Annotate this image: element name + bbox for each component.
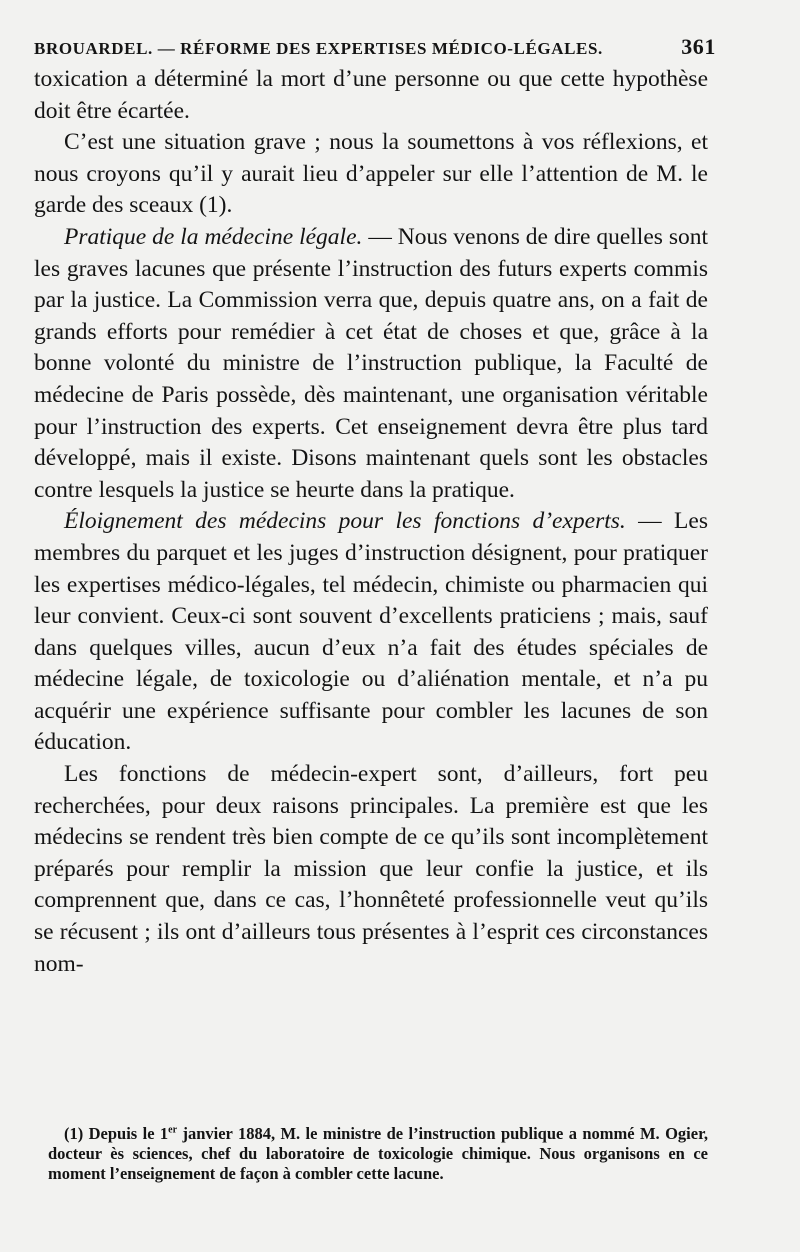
paragraph-pratique-text: — Nous venons de dire quelles sont les graves lacunes que présente l’instruction des futurs experts commis par la justice. La Commission verra que, depuis quatre ans, on a fait de grands efforts pour remédier à cet état de choses et que, grâce à la bonne volonté du ministre de l’instruction publique, la Faculté de médecine de Paris possède, dès maintenant, une organisation véritable pour l’instruction des experts. Cet enseignement devra être plus tard développé, mais il existe. Disons maintenant quels sont les obstacles contre lesquels la justice se heurte dans la pratique. xyxy=(34,223,708,503)
page-number: 361 xyxy=(681,34,716,59)
paragraph-eloignement-text: — Les membres du parquet et les juges d’instruction désignent, pour pratiquer les expertises médico-légales, tel médecin, chimiste ou pharmacien qui leur convient. Ceux-ci sont souvent d’excellents praticiens ; mais, sauf dans quelques villes, aucun d’eux n’a fait des études spéciales de médecine légale, de toxicologie ou d’aliénation mentale, et n’a pu acquérir une expérience suffisante pour combler les lacunes de son éducation. xyxy=(34,508,708,756)
paragraph-fonctions: Les fonctions de médecin-expert sont, d’ailleurs, fort peu recherchées, pour deux raisons principales. La première est que les médecins se rendent très bien compte de ce qu’ils sont incomplètement préparés pour remplir la mission que leur confie la justice, et ils comprennent que, dans ce cas, l’honnêteté professionnelle veut qu’ils se récusent ; ils ont d’ailleurs tous présentes à l’esprit ces circonstances nom- xyxy=(34,761,708,977)
paragraph-pratique xyxy=(34,222,708,506)
body-text xyxy=(34,64,708,980)
footnote-text-end: janvier 1884, M. le ministre de l’instruction publique a nommé M. Ogier, docteur ès sciences, chef du laboratoire de toxicologie chimique. Nous organisons en ce moment l’enseignement de façon à combler cette lacune. xyxy=(48,1124,708,1183)
section-heading-pratique: Pratique de la médecine légale. xyxy=(64,223,363,250)
running-head xyxy=(34,30,716,64)
running-head-title: BROUARDEL. — RÉFORME DES EXPERTISES MÉDICO-LÉGALES. xyxy=(34,39,603,58)
footnote-text-start: (1) Depuis le 1 xyxy=(64,1124,169,1143)
paragraph-continuation: toxication a déterminé la mort d’une personne ou que cette hypothèse doit être écartée. xyxy=(34,66,708,124)
paragraph-eloignement xyxy=(34,506,708,759)
footnote-1 xyxy=(48,1124,708,1184)
footnote-superscript: er xyxy=(168,1124,178,1136)
paragraph-situation-grave: C’est une situation grave ; nous la soumettons à vos réflexions, et nous croyons qu’il y aurait lieu d’appeler sur elle l’attention de M. le garde des sceaux (1). xyxy=(34,129,708,219)
section-heading-eloignement: Éloignement des médecins pour les fonctions d’experts. xyxy=(64,508,626,535)
footnote xyxy=(48,1124,708,1184)
